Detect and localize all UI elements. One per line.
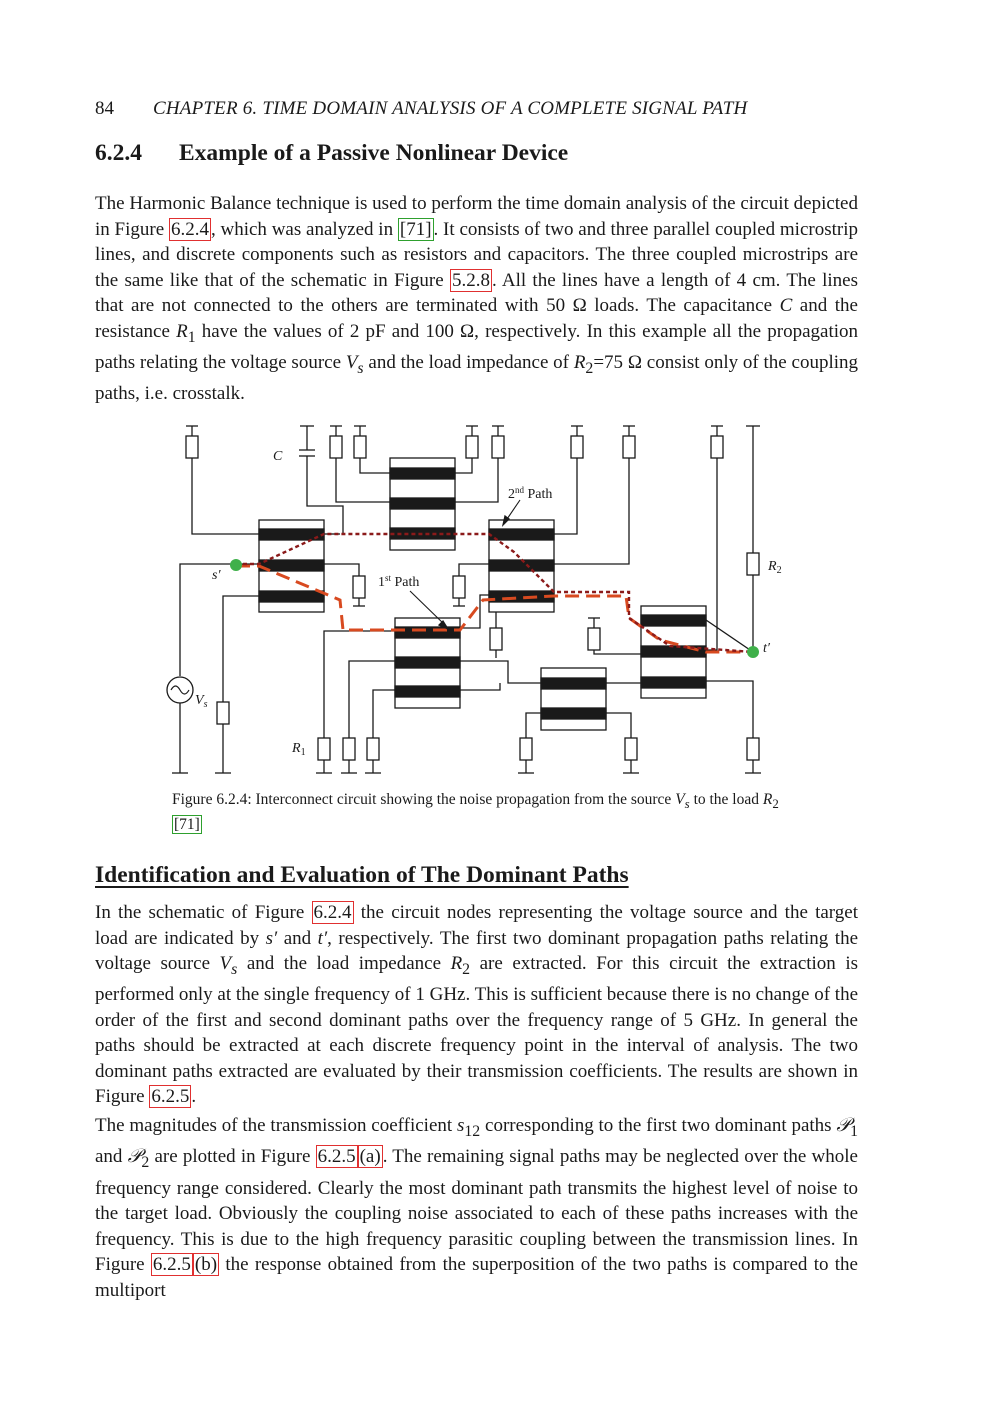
figure-link[interactable]: (a) <box>359 1146 381 1168</box>
citation-link[interactable]: [71] <box>399 218 432 240</box>
label-r1: $R_1$ <box>292 741 306 758</box>
resistor <box>186 426 259 534</box>
resistor <box>455 426 478 473</box>
microstrip-block <box>641 606 706 698</box>
resistor <box>706 426 723 650</box>
resistor <box>455 426 504 502</box>
microstrip-block <box>390 458 455 550</box>
resistor <box>367 738 379 760</box>
section-number: 6.2.4 <box>95 140 142 166</box>
resistor <box>625 738 637 760</box>
chapter-title: CHAPTER 6. TIME DOMAIN ANALYSIS OF A COMPLETE SIGNAL PATH <box>153 98 748 119</box>
figure-caption: Figure 6.2.4: Interconnect circuit showing the noise propagation from the source $V_s$ to the load $R_2$ [71] <box>172 791 779 834</box>
page-number: 84 <box>95 98 114 119</box>
running-header <box>95 98 860 128</box>
circuit-schematic <box>160 418 780 780</box>
microstrip-block <box>259 520 324 612</box>
section-title: Example of a Passive Nonlinear Device <box>179 140 569 166</box>
label-s-node: s′ <box>212 568 221 583</box>
subsection-heading: Identification and Evaluation of The Dominant Paths <box>95 862 629 888</box>
resistor-r2 <box>746 426 760 652</box>
resistor <box>554 426 583 534</box>
label-c: C <box>273 449 283 464</box>
citation-link[interactable]: [71] <box>174 816 200 834</box>
label-t-node: t′ <box>763 641 770 656</box>
figure-link[interactable]: 6.2.4 <box>170 218 209 240</box>
figure-link[interactable]: 6.2.5 <box>317 1146 356 1168</box>
resistor <box>217 702 229 724</box>
figure-link[interactable]: 6.2.5 <box>151 1086 190 1108</box>
resistor <box>453 576 465 598</box>
resistor <box>354 426 390 473</box>
paragraph-magnitudes: The magnitudes of the transmission coefficient $s_{12}$ corresponding to the first two dominant paths 𝒫$_1$ and 𝒫$_2$ are plotted in Figure 6.2.5 (a) . The remaining signal paths may be neglected over the whole frequency range considered. Clearly the most dominant path transmits the highest level of noise to the target load. Obviously the coupling noise associated to each of these paths increases with the frequency. This is due to the high frequency parasitic coupling between the transmission lines. In Figure 6.2.5 (b) the response obtained from the superposition of the two paths is compared to the multiport <box>95 1115 858 1301</box>
resistor-r1 <box>318 738 330 760</box>
label-r2: $R_2$ <box>768 559 782 576</box>
figure-link[interactable]: (b) <box>194 1254 218 1276</box>
resistor <box>490 628 502 650</box>
resistor <box>343 738 355 760</box>
resistor <box>353 576 365 598</box>
t-node-marker <box>747 646 759 658</box>
figure-link[interactable]: 6.2.4 <box>313 902 352 923</box>
section-heading <box>95 140 568 167</box>
paragraph-intro: The Harmonic Balance technique is used to perform the time domain analysis of the circuit depicted in Figure 6.2.4 , which was analyzed in [71] . It consists of two and three parallel coupled microstrip lines, and discrete components such as resistors and capacitors. The three coupled microstrips are the same like that of the schematic in Figure 5.2.8 . All the lines have a length of 4 cm. The lines that are not connected to the others are terminated with 50 Ω loads. The capacitance C and the resistance $R_1$ have the values of 2 pF and 100 Ω, respectively. In this example all the propagation paths relating the voltage source $V_s$ and the load impedance of $R_2=75$ Ω consist only of the coupling paths, i.e. crosstalk. <box>95 193 859 405</box>
s-node-marker <box>230 559 242 571</box>
paragraph-dominant-paths: In the schematic of Figure 6.2.4 the circuit nodes representing the voltage source and the target load are indicated by s′ and t′, respectively. The first two dominant propagation paths relating the voltage source $V_s$ and the load impedance $R_2$ are extracted. For this circuit the extraction is performed only at the single frequency of 1 GHz. This is sufficient because there is no change of the order of the first and second dominant paths over the frequency range of 5 GHz. In general the paths should be extracted at each discrete frequency point in the interval of analysis. The two dominant paths extracted are evaluated by their transmission coefficients. The results are shown in Figure 6.2.5 . <box>95 902 859 1108</box>
resistor <box>520 738 532 760</box>
resistor <box>554 426 635 564</box>
figure-link[interactable]: 5.2.8 <box>451 269 490 291</box>
label-path-1: 1st Path <box>378 573 420 590</box>
microstrip-block <box>541 668 606 730</box>
label-path-2: 2nd Path <box>508 485 553 502</box>
resistor <box>747 738 759 760</box>
resistor <box>588 628 600 650</box>
microstrip-block <box>489 520 554 612</box>
figure-link[interactable]: 6.2.5 <box>152 1254 191 1276</box>
circuit-figure <box>160 418 780 780</box>
label-vs: $V_s$ <box>195 693 208 710</box>
